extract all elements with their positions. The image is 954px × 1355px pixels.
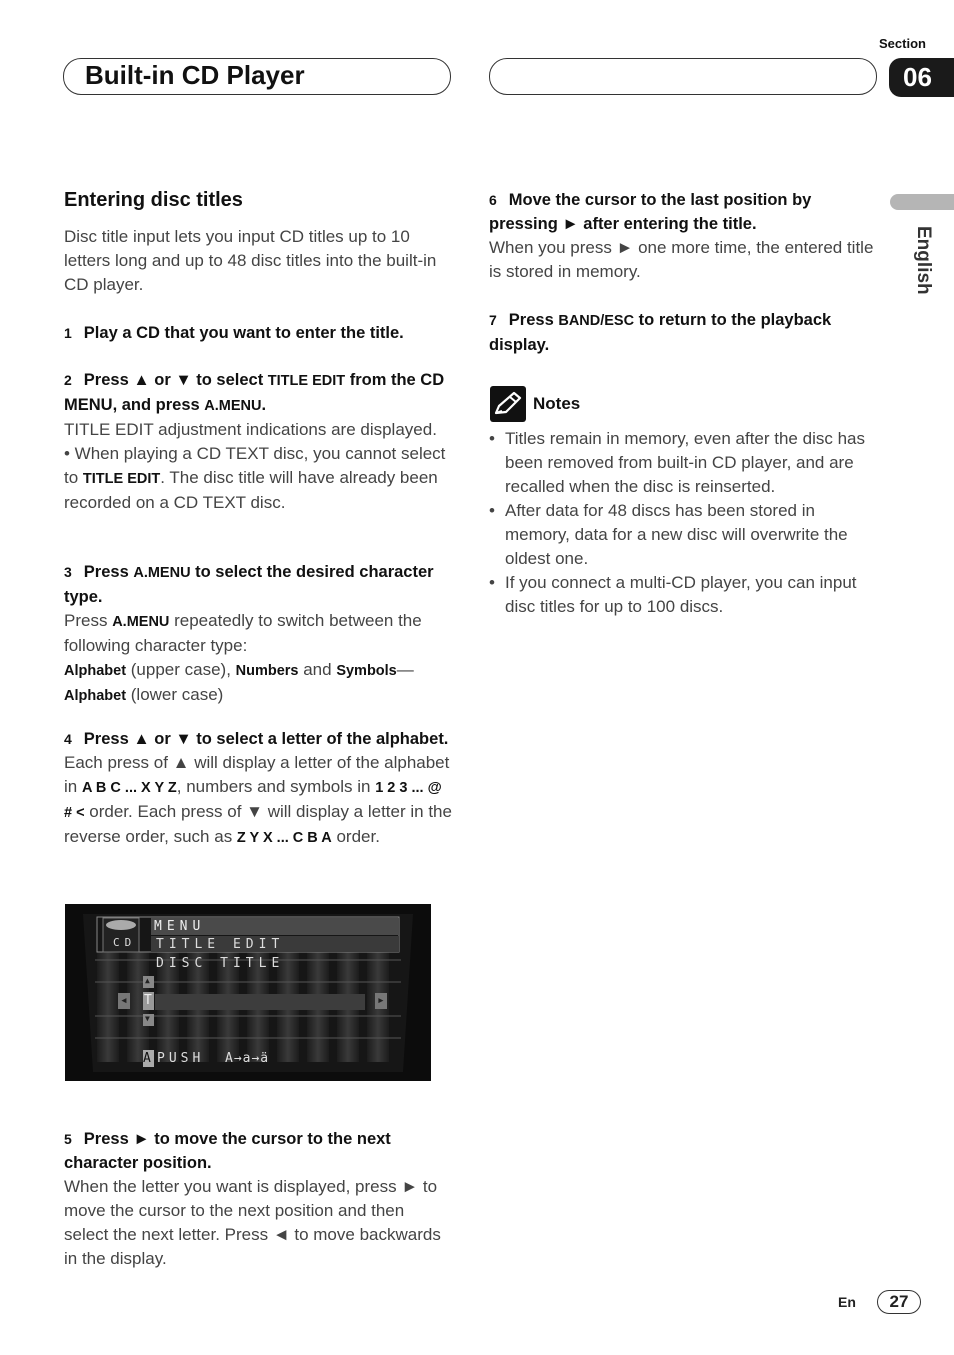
- screen-mode-indicator: A→a→ä: [225, 1051, 270, 1066]
- step-5: 5 Press ► to move the cursor to the next character position. When the letter you want is displayed, press ► to move the cursor to the next position and then select the next letter. Press ◄ to move backwards in the display.: [64, 1130, 441, 1268]
- screen-left-arrow: ◂: [120, 993, 128, 1008]
- screen-title-edit-label: TITLE EDIT: [156, 937, 285, 952]
- blank-header-frame: [489, 58, 877, 95]
- screen-push-prefix: A: [143, 1051, 151, 1066]
- step-2: 2 Press ▲ or ▼ to select TITLE EDIT from the CD MENU, and press A.MENU. TITLE EDIT adjustment indications are displayed. • When playing a CD TEXT disc, you cannot select to TITLE EDIT. The disc title will have already been recorded on a CD TEXT disc.: [64, 368, 452, 515]
- character-types: Alphabet (upper case), Numbers and Symbols—Alphabet (lower case): [64, 660, 414, 704]
- list-item: • After data for 48 discs has been stored in memory, data for a new disc will overwrite the oldest one.: [489, 501, 848, 568]
- step-2-note: • When playing a CD TEXT disc, you cannot select to TITLE EDIT. The disc title will have already been recorded on a CD TEXT disc.: [64, 444, 446, 512]
- step-4: 4 Press ▲ or ▼ to select a letter of the alphabet. Each press of ▲ will display a letter of the alphabet in A B C ... X Y Z, numbers and symbols in 1 2 3 ... @ # < order. Each press of ▼ will display a letter in the reverse order, such as Z Y X ... C B A order.: [64, 730, 452, 846]
- list-item: • If you connect a multi-CD player, you can input disc titles for up to 100 discs.: [489, 573, 857, 616]
- screen-up-arrow: ▲: [145, 976, 150, 985]
- screen-right-arrow: ▸: [377, 993, 385, 1008]
- page-title: Built-in CD Player: [85, 60, 305, 90]
- screen-down-arrow: ▼: [145, 1014, 150, 1023]
- step-7: 7 Press BAND/ESC to return to the playback display.: [489, 311, 832, 354]
- language-tab: [890, 194, 954, 210]
- section-number: 06: [889, 58, 954, 97]
- notes-list: [489, 427, 881, 619]
- step-1: 1 Play a CD that you want to enter the title.: [64, 324, 404, 342]
- screen-disc-title-label: DISC TITLE: [156, 956, 285, 971]
- section-heading: Entering disc titles: [64, 189, 243, 211]
- footer-language: En: [838, 1294, 856, 1310]
- list-item: • Titles remain in memory, even after the disc has been removed from built-in CD player, and are recalled when the disc is reinserted.: [489, 429, 865, 496]
- screen-menu-label: MENU: [154, 919, 206, 934]
- step-6: 6 Move the cursor to the last position by pressing ► after entering the title. When you press ► one more time, the entered title is stored in memory.: [489, 191, 874, 281]
- section-label: Section: [879, 36, 926, 51]
- title-edit-screen-illustration: [65, 904, 431, 1081]
- step-2-body: TITLE EDIT adjustment indications are displayed.: [64, 420, 437, 439]
- screen-push-label: PUSH: [157, 1051, 205, 1066]
- step-3: 3 Press A.MENU to select the desired character type. Press A.MENU repeatedly to switch between the following character type: Alphabet (upper case), Numbers and Symbols—Alphabet (lower case): [64, 560, 452, 708]
- intro-paragraph: Disc title input lets you input CD titles up to 10 letters long and up to 48 disc titles into the built-in CD player.: [64, 227, 437, 294]
- page-number: 27: [877, 1290, 921, 1314]
- screen-cd-label: CD: [113, 936, 137, 949]
- notes-pencil-icon: [490, 386, 526, 422]
- notes-title: Notes: [533, 394, 581, 413]
- screen-cursor-char: T: [144, 993, 152, 1008]
- language-label: English: [913, 226, 934, 295]
